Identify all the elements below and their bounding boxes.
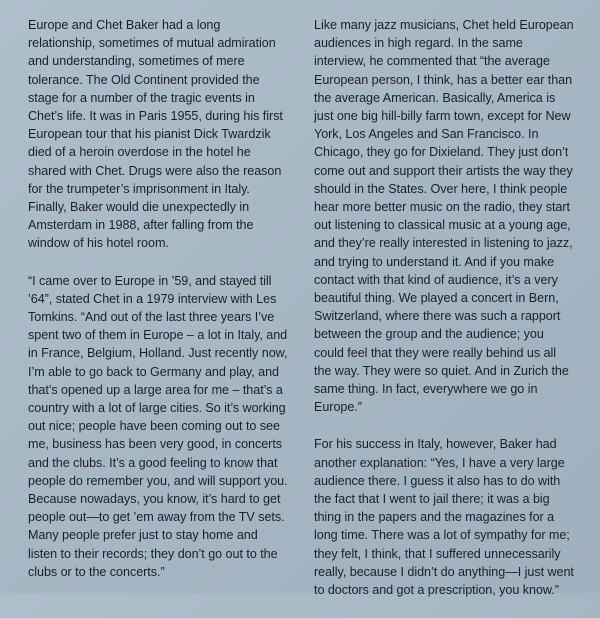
paragraph-europe-relationship: Europe and Chet Baker had a long relationship, sometimes of mutual admiration and understanding, sometimes of mere tolerance. The Old Continent provided the stage for a number of the tragic events in Chet’s life. It was in Paris 1955, during his first European tour that his pianist Dick Twardzik died of a heroin overdose in the hotel he shared with Chet. Drugs were also the reason for the trumpeter’s imprisonment in Italy. Finally, Baker would die unexpectedly in Amsterdam in 1988, after falling from the window of his hotel room.: [28, 18, 283, 251]
right-text-column: [314, 16, 576, 618]
paragraph-tomkins-interview: “I came over to Europe in ’59, and stayed till ’64”, stated Chet in a 1979 interview with Les Tomkins. “And out of the last three years I’ve spent two of them in Europe – a lot in Italy, and in France, Belgium, Holland. Just recently now, I’m able to go back to Germany and play, and that’s opened up a large area for me – that’s a country with a lot of large cities. So it’s working out nice; people have been coming out to see me, business has been very good, in concerts and the clubs. It’s a good feeling to know that people do remember you, and will support you. Because nowadays, you know, it’s hard to get people out—to get ’em away from the TV sets. Many people prefer just to stay home and listen to their records; they don’t go out to the clubs or to the concerts.”: [28, 273, 288, 579]
left-text-column: [28, 16, 290, 600]
paragraph-italy-success: For his success in Italy, however, Baker had another explanation: “Yes, I have a very large audience there. I guess it also has to do with the fact that I went to jail there; it was a big thing in the papers and the magazines for a long time. There was a lot of sympathy for me; they felt, I think, that I suffered unnecessarily really, because I didn’t do anything—I just went to doctors and got a prescription, you know.”: [314, 437, 574, 598]
paragraph-european-audiences: Like many jazz musicians, Chet held European audiences in high regard. In the same interview, he commented that “the average European person, I think, has a better ear than the average American. Basically, America is just one big hill-billy farm town, except for New York, Los Angeles and San Francisco. In Chicago, they go for Dixieland. They just don’t come out and support their artists the way they should in the States. Over here, I think people hear more better music on the radio, they start out listening to classical music at a young age, and they’re really interested in listening to jazz, and trying to understand it. And if you make contact with that kind of audience, it’s a very beautiful thing. We played a concert in Bern, Switzerland, where there was such a rapport between the group and the audience; you could feel that they were really behind us all the way. They were so quiet. And in Zurich the same thing. In fact, everywhere we go in Europe.”: [314, 18, 574, 415]
